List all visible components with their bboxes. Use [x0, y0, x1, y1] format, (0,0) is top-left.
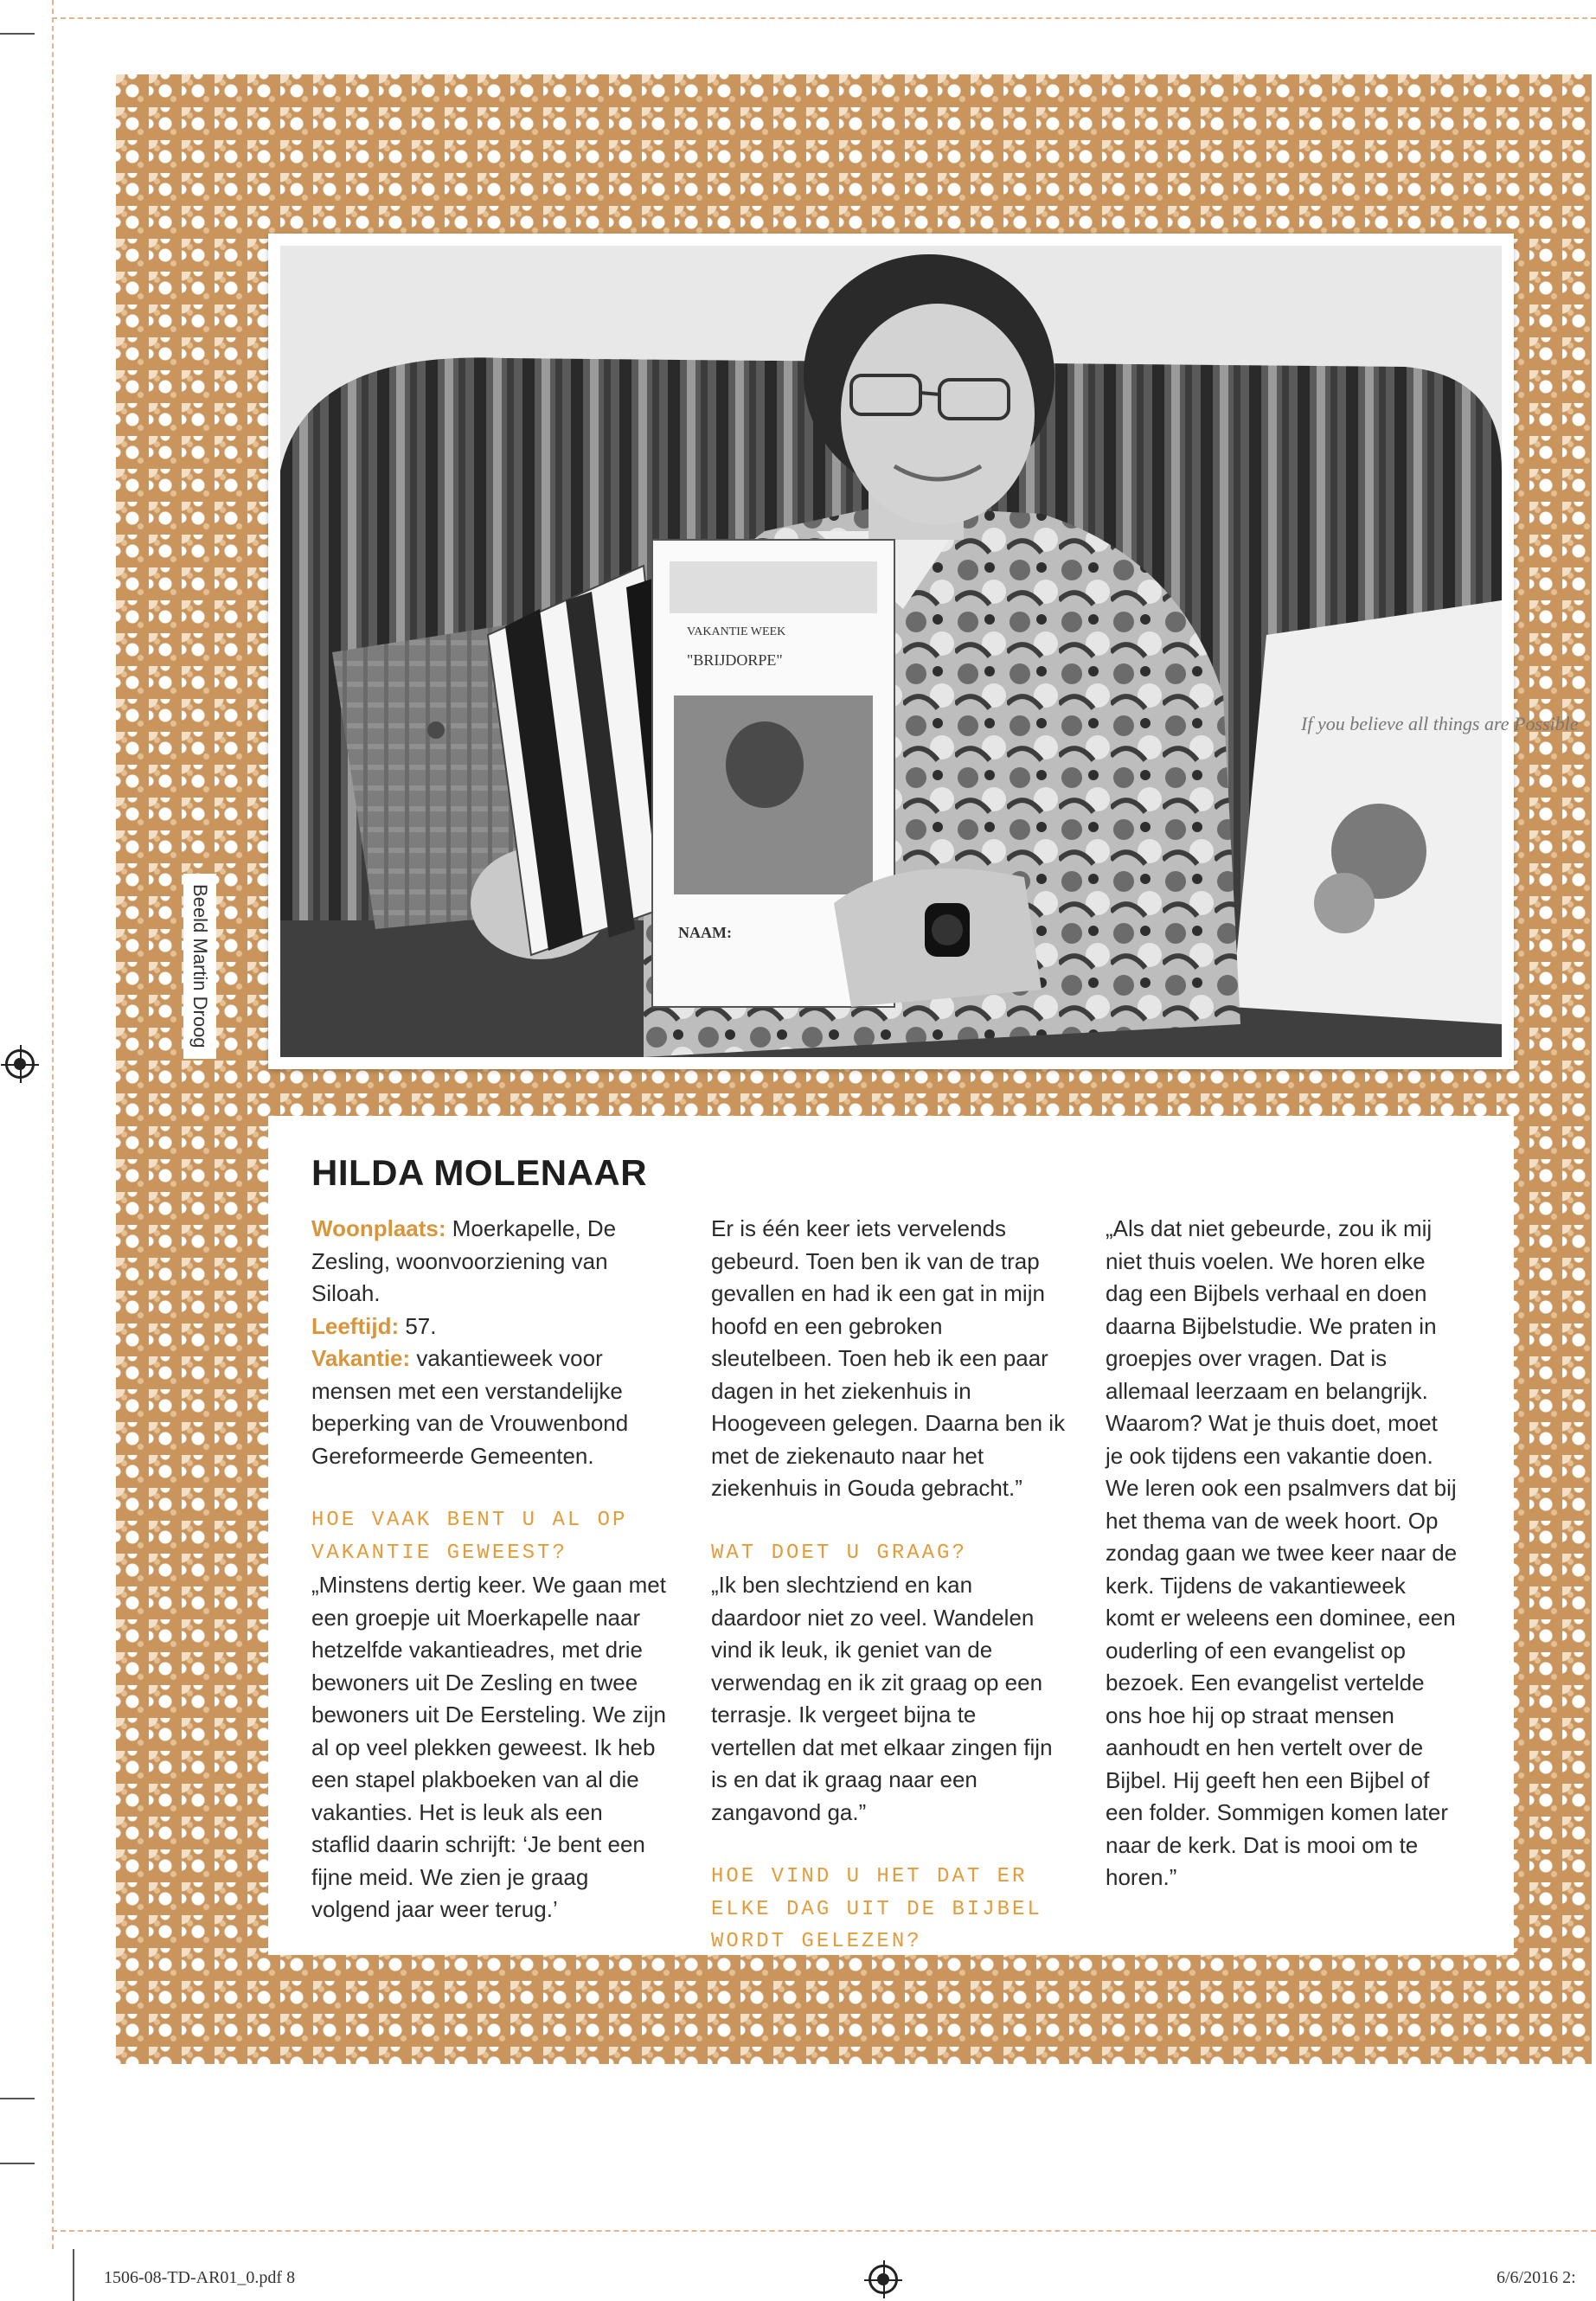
age-label: Leeftijd:: [311, 1312, 400, 1339]
crop-mark: [0, 2163, 35, 2164]
footer-date-slug: 6/6/2016 2:: [1497, 2268, 1576, 2287]
bleed-line-bottom: [52, 2230, 1596, 2232]
profile-residence: [311, 1213, 666, 1311]
footer-file-slug: 1506-08-TD-AR01_0.pdf 8: [104, 2268, 296, 2287]
photo-credit: Beeld Martin Droog: [183, 874, 216, 1059]
registration-mark: [869, 2265, 898, 2294]
column-1: [311, 1213, 666, 1926]
holiday-label: Vakantie:: [311, 1345, 411, 1371]
answer-1-continued: Er is één keer iets vervelends gebeurd. Toen ben ik van de trap gevallen en had ik een gat in mijn hoofd en een gebroken sleutelbeen. Toen heb ik een paar dagen in het ziekenhuis in Hoogeveen gelegen. Daarna ben ik met de ziekenauto naar het ziekenhuis in Gouda gebracht.”: [711, 1215, 1066, 1501]
crop-mark: [73, 2249, 74, 2301]
article-title: HILDA MOLENAAR: [311, 1152, 648, 1193]
column-3: [1106, 1213, 1460, 1894]
bleed-line-left: [52, 0, 54, 2249]
holiday-value: vakantieweek voor mensen met een verstandelijke beperking van de Vrouwenbond Gereformeerde Gemeenten.: [311, 1345, 629, 1469]
question-heading-1: HOE VAAK BENT U AL OP VAKANTIE GEWEEST?: [311, 1509, 628, 1565]
profile-age: [311, 1311, 666, 1343]
pillow-text: If you believe all things are Possible: [1301, 713, 1579, 734]
crop-mark: [0, 33, 35, 35]
answer-1: „Minstens dertig keer. We gaan met een groepje uit Moerkapelle naar hetzelfde vakantieadres, met drie bewoners uit De Zesling en twee bewoners uit De Eersteling. We zijn al op veel plekken geweest. Ik heb een stapel plakboeken van al die vakanties. Het is leuk als een staflid daarin schrijft: ‘Je bent een fijne meid. We zien je graag volgend jaar weer terug.’: [311, 1572, 666, 1922]
age-value: 57.: [399, 1312, 437, 1339]
residence-label: Woonplaats:: [311, 1215, 446, 1241]
crop-mark: [0, 2098, 35, 2099]
residence-value: Moerkapelle, De Zesling, woonvoorziening van Siloah.: [311, 1215, 617, 1306]
portrait-photo: [280, 246, 1579, 1057]
article-card: [268, 1116, 1514, 1955]
book-place: "BRIJDORPE": [687, 651, 783, 669]
profile-holiday: [311, 1343, 666, 1472]
photo-frame: [268, 234, 1579, 1069]
question-heading-3: HOE VIND U HET DAT ER ELKE DAG UIT DE BIJBEL WORDT GELEZEN?: [711, 1865, 1042, 1953]
book-name-label: NAAM:: [678, 924, 732, 941]
bleed-line-top: [52, 17, 1596, 19]
registration-mark: [5, 1049, 35, 1079]
answer-3: „Als dat niet gebeurde, zou ik mij niet thuis voelen. We horen elke dag een Bijbels verhaal en doen daarna Bijbelstudie. We praten in groepjes over vragen. Dat is allemaal leerzaam en belangrijk. Waarom? Wat je thuis doet, moet je ook tijdens een vakantie doen. We leren ook een psalmvers dat bij het thema van de week hoort. Op zondag gaan we twee keer naar de kerk. Tijdens de vakantieweek komt er weleens een dominee, een ouderling of een evangelist op bezoek. Een evangelist vertelde ons hoe hij op straat mensen aanhoudt en hen vertelt over de Bijbel. Hij geeft hen een Bijbel of een folder. Sommigen komen later naar de kerk. Dat is mooi om te horen.”: [1106, 1215, 1458, 1890]
column-2: [711, 1213, 1066, 1958]
question-heading-2: WAT DOET U GRAAG?: [711, 1541, 967, 1565]
book-header: VAKANTIE WEEK: [687, 625, 786, 638]
answer-2: „Ik ben slechtziend en kan daardoor niet zo veel. Wandelen vind ik leuk, ik geniet van de verwendag en ik zit graag op een terrasje. Ik vergeet bijna te vertellen dat met elkaar zingen fijn is en dat ik graag naar een zangavond ga.”: [711, 1572, 1053, 1825]
